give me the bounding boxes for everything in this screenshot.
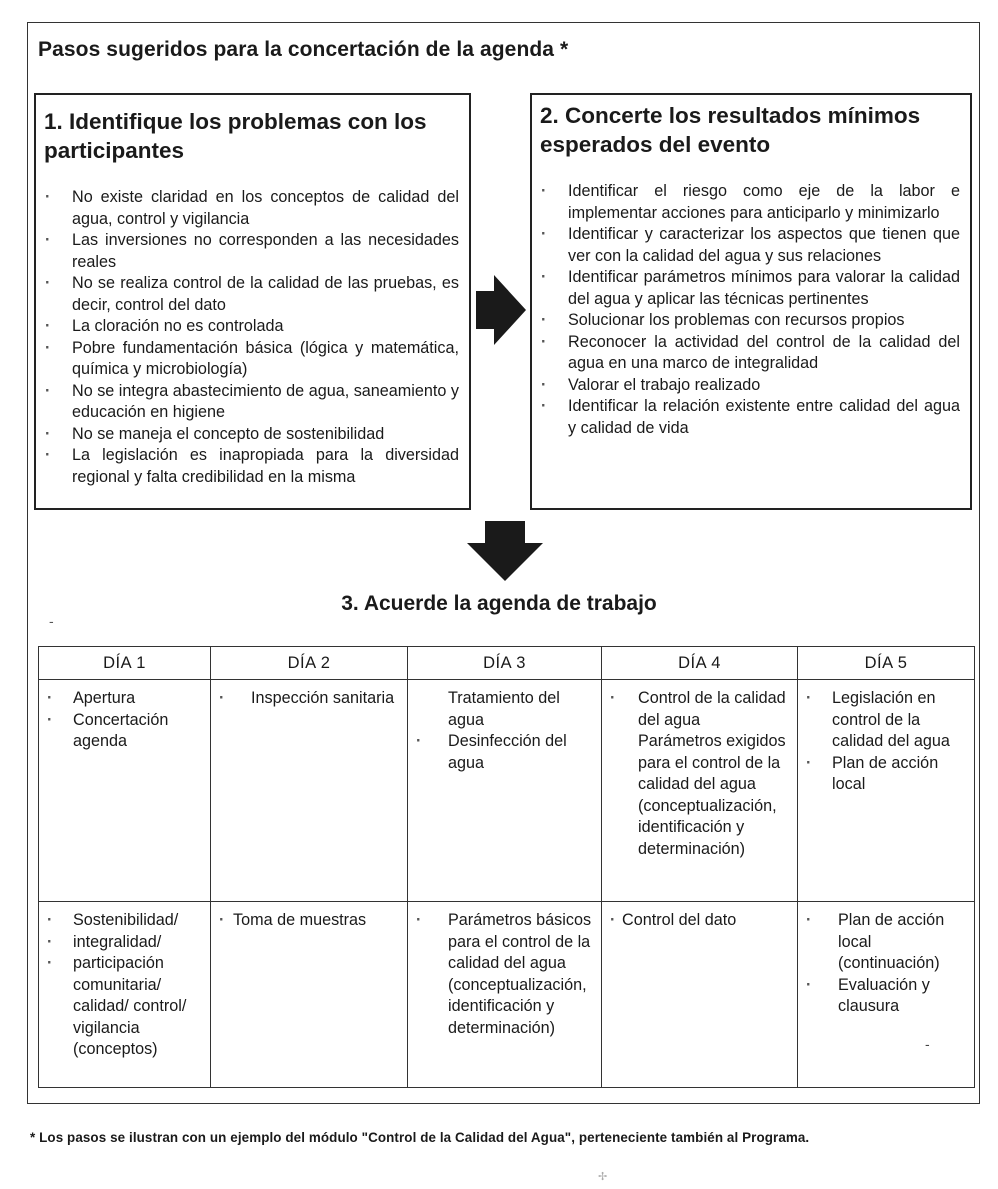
agenda-cell (408, 902, 602, 1088)
arrow-right-icon (476, 275, 526, 350)
agenda-item: · Inspección sanitaria (217, 688, 401, 710)
agenda-item: · Sostenibilidad/ (45, 910, 204, 932)
agenda-cell (798, 680, 975, 902)
agenda-item: · Evaluación y clausura (804, 975, 968, 1018)
agenda-table (38, 646, 975, 1088)
list-item: · Las inversiones no corresponden a las necesidades reales (44, 230, 459, 273)
stray-mark: ✢ (598, 1171, 608, 1183)
agenda-cell (602, 902, 798, 1088)
page-title: Pasos sugeridos para la concertación de la agenda * (38, 38, 569, 61)
list-item: · Identificar la relación existente entre calidad del agua y calidad de vida (540, 396, 960, 439)
agenda-item: · integralidad/ (45, 932, 204, 954)
agenda-item: Parámetros exigidos para el control de la calidad del agua (conceptualización, identificación y determinación) (638, 732, 786, 858)
arrow-down-icon (467, 521, 543, 586)
agenda-cell (798, 902, 975, 1088)
list-item: · La cloración no es controlada (44, 316, 459, 338)
agenda-item: · participación comunitaria/ calidad/ control/ vigilancia (conceptos) (45, 953, 204, 1061)
stray-mark: - (49, 613, 54, 629)
agenda-item: · Plan de acción local (continuación) (804, 910, 968, 975)
day-header: DÍA 3 (408, 647, 602, 680)
agenda-item: · Control de la calidad del agua (608, 688, 791, 731)
agenda-item: · Toma de muestras (217, 910, 401, 932)
step1-heading: 1. Identifique los problemas con los participantes (44, 109, 427, 163)
agenda-cell (39, 680, 211, 902)
list-item: · Identificar y caracterizar los aspectos que tienen que ver con la calidad del agua y sus relaciones (540, 224, 960, 267)
list-item: · Reconocer la actividad del control de la calidad del agua en una marco de integralidad (540, 332, 960, 375)
day-header: DÍA 1 (39, 647, 211, 680)
agenda-cell (211, 902, 408, 1088)
list-item: · Identificar el riesgo como eje de la labor e implementar acciones para anticiparlo y minimizarlo (540, 181, 960, 224)
agenda-cell (211, 680, 408, 902)
list-item: · No se maneja el concepto de sostenibilidad (44, 424, 459, 446)
step1-list (44, 187, 459, 488)
list-item: · No se integra abastecimiento de agua, saneamiento y educación en higiene (44, 381, 459, 424)
agenda-item: · Plan de acción local (804, 753, 968, 796)
agenda-item: · Concertación agenda (45, 710, 204, 753)
agenda-item: Tratamiento del agua (448, 689, 560, 729)
footnote: * Los pasos se ilustran con un ejemplo del módulo "Control de la Calidad del Agua", perteneciente también al Programa. (30, 1130, 810, 1145)
table-row (39, 902, 975, 1088)
agenda-item: · Legislación en control de la calidad del agua (804, 688, 968, 753)
step2-heading: 2. Concerte los resultados mínimos esperados del evento (540, 103, 921, 157)
list-item: · Solucionar los problemas con recursos propios (540, 310, 960, 332)
list-item: · No se realiza control de la calidad de las pruebas, es decir, control del dato (44, 273, 459, 316)
list-item: · Pobre fundamentación básica (lógica y matemática, química y microbiología) (44, 338, 459, 381)
day-header: DÍA 5 (798, 647, 975, 680)
agenda-item: · Apertura (45, 688, 204, 710)
table-row (39, 680, 975, 902)
step3-heading: 3. Acuerde la agenda de trabajo (341, 592, 657, 615)
table-header-row (39, 647, 975, 680)
agenda-cell (602, 680, 798, 902)
step2-list (540, 181, 960, 439)
agenda-item: · Desinfección del agua (414, 731, 595, 774)
day-header: DÍA 4 (602, 647, 798, 680)
day-header: DÍA 2 (211, 647, 408, 680)
step2-box (530, 93, 972, 510)
agenda-item: · Control del dato (608, 910, 791, 932)
list-item: · Valorar el trabajo realizado (540, 375, 960, 397)
list-item: · Identificar parámetros mínimos para valorar la calidad del agua y aplicar las técnicas pertinentes (540, 267, 960, 310)
list-item: · La legislación es inapropiada para la diversidad regional y falta credibilidad en la misma (44, 445, 459, 488)
agenda-cell (408, 680, 602, 902)
list-item: · No existe claridad en los conceptos de calidad del agua, control y vigilancia (44, 187, 459, 230)
agenda-item: · Parámetros básicos para el control de la calidad del agua (conceptualización, identificación y determinación) (414, 910, 595, 1039)
stray-mark: - (925, 1036, 930, 1052)
agenda-cell (39, 902, 211, 1088)
step1-box (34, 93, 471, 510)
